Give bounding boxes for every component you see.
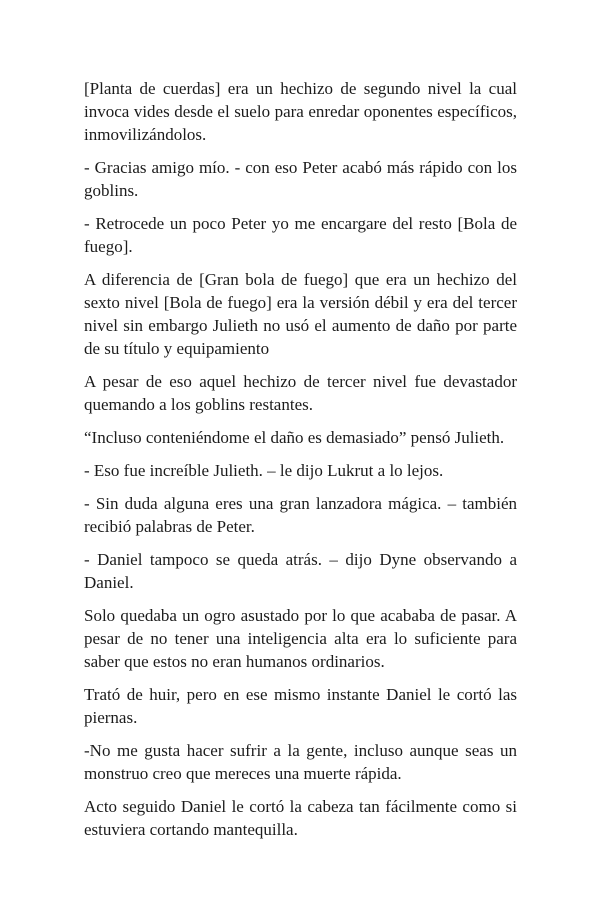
- paragraph: - Sin duda alguna eres una gran lanzadora mágica. – también recibió palabras de Peter.: [84, 494, 517, 536]
- paragraph: - Retrocede un poco Peter yo me encargare del resto [Bola de fuego].: [84, 214, 517, 256]
- paragraph: Solo quedaba un ogro asustado por lo que acababa de pasar. A pesar de no tener una inteligencia alta era lo suficiente para saber que estos no eran humanos ordinarios.: [84, 606, 517, 671]
- paragraph: [Planta de cuerdas] era un hechizo de segundo nivel la cual invoca vides desde el suelo para enredar oponentes específicos, inmovilizándolos.: [84, 79, 517, 144]
- paragraph: -No me gusta hacer sufrir a la gente, incluso aunque seas un monstruo creo que mereces una muerte rápida.: [84, 741, 517, 783]
- paragraph: “Incluso conteniéndome el daño es demasiado” pensó Julieth.: [84, 428, 505, 447]
- paragraph: - Daniel tampoco se queda atrás. – dijo Dyne observando a Daniel.: [84, 550, 517, 592]
- paragraph: - Gracias amigo mío. - con eso Peter acabó más rápido con los goblins.: [84, 158, 517, 200]
- document-page: [84, 77, 517, 851]
- paragraph: - Eso fue increíble Julieth. – le dijo Lukrut a lo lejos.: [84, 461, 444, 480]
- paragraph: Acto seguido Daniel le cortó la cabeza tan fácilmente como si estuviera cortando mantequilla.: [84, 797, 517, 839]
- paragraph: Trató de huir, pero en ese mismo instante Daniel le cortó las piernas.: [84, 685, 517, 727]
- paragraph: A pesar de eso aquel hechizo de tercer nivel fue devastador quemando a los goblins restantes.: [84, 372, 517, 414]
- paragraph: A diferencia de [Gran bola de fuego] que era un hechizo del sexto nivel [Bola de fuego] era la versión débil y era del tercer nivel sin embargo Julieth no usó el aumento de daño por parte de su título y equipamiento: [84, 270, 517, 358]
